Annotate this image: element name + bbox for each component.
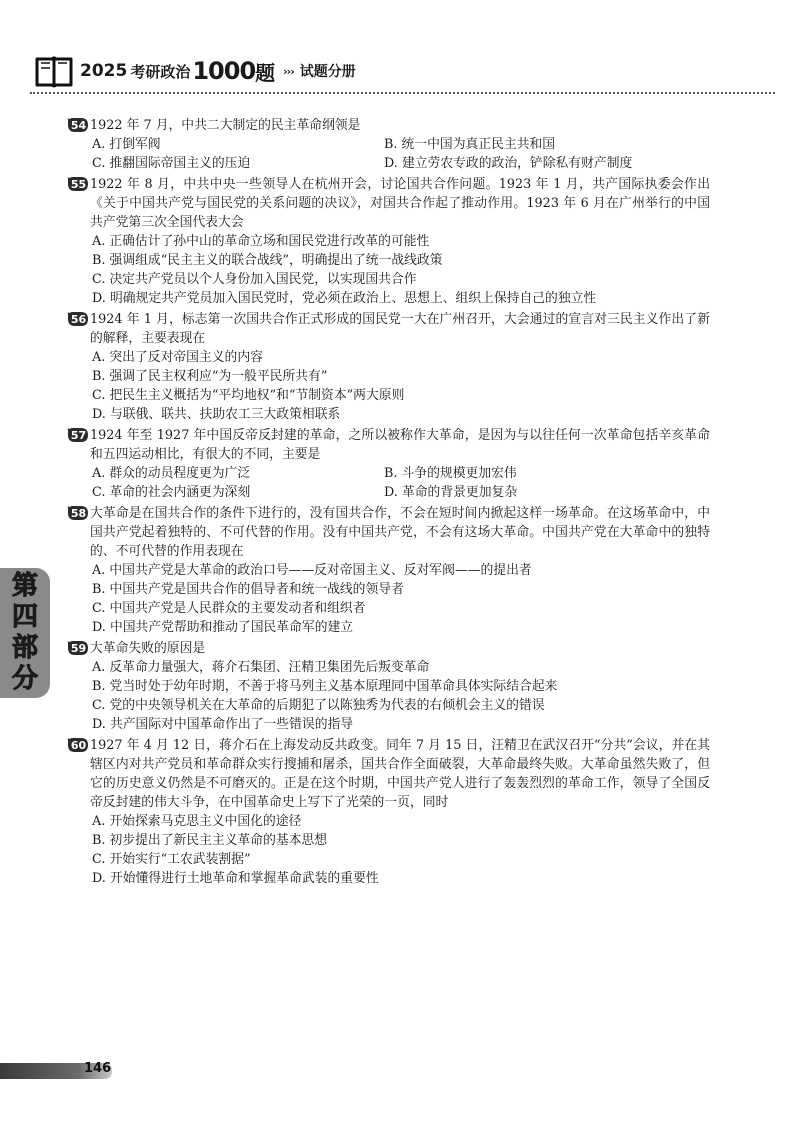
header-count: 1000 (192, 57, 256, 85)
answer-option: B. 党当时处于幼年时期，不善于将马列主义基本原理同中国革命具体实际结合起来 (92, 679, 558, 694)
answer-option: D. 革命的背景更加复杂 (384, 485, 518, 500)
question-number-badge (66, 737, 89, 753)
answer-option: A. 中国共产党是大革命的政治口号——反对帝国主义、反对军阀——的提出者 (92, 563, 532, 578)
answer-option: D. 开始懂得进行土地革命和掌握革命武装的重要性 (92, 871, 379, 886)
answer-option: D. 建立劳农专政的政治，铲除私有财产制度 (384, 156, 633, 171)
section-tab (0, 568, 50, 698)
answer-option: A. 群众的动员程度更为广泛 (92, 466, 251, 481)
options-group (90, 561, 710, 637)
section-tab-char: 第 (11, 571, 38, 601)
question-number-badge (66, 505, 89, 521)
section-tab-char: 四 (11, 602, 38, 632)
answer-option: C. 推翻国际帝国主义的压迫 (92, 156, 251, 171)
options-group (90, 135, 710, 173)
question-number: 57 (70, 429, 87, 442)
answer-option: A. 反革命力量强大，蒋介石集团、汪精卫集团先后叛变革命 (92, 660, 430, 675)
answer-option: B. 强调组成“民主主义的联合战线”，明确提出了统一战线政策 (92, 253, 443, 268)
answer-option: B. 斗争的规模更加宏伟 (384, 466, 517, 481)
page-header (34, 50, 774, 92)
header-subject: 考研政治 (130, 62, 191, 81)
question-number: 58 (70, 507, 87, 520)
question-stem: 大革命失败的原因是 (90, 641, 206, 656)
answer-option: B. 统一中国为真正民主共和国 (384, 137, 556, 152)
question-stem: 1924 年至 1927 年中国反帝反封建的革命，之所以被称作大革命，是因为与以往任何一次革命包括辛亥革命和五四运动相比，有很大的不同，主要是 (90, 428, 710, 462)
question-stem: 大革命是在国共合作的条件下进行的，没有国共合作，不会在短时间内掀起这样一场革命。在这场革命中，中国共产党起着独特的、不可代替的作用。没有中国共产党，不会有这场大革命。中国共产党在大革命中的独特的、不可代替的作用表现在 (90, 506, 710, 559)
question-number-badge (66, 311, 89, 327)
question-number-badge (66, 427, 89, 443)
question-number: 54 (70, 119, 87, 132)
question-stem: 1924 年 1 月，标志第一次国共合作正式形成的国民党一大在广州召开，大会通过的宣言对三民主义作出了新的解释，主要表现在 (90, 312, 710, 346)
answer-option: D. 明确规定共产党员加入国民党时，党必须在政治上、思想上、组织上保持自己的独立性 (92, 291, 597, 306)
question-stem: 1927 年 4 月 12 日，蒋介石在上海发动反共政变。同年 7 月 15 日，汪精卫在武汉召开“分共”会议，并在其辖区内对共产党员和革命群众实行搜捕和屠杀，国共合作全面破裂，大革命最终失败。大革命虽然失败了，但它的历史意义仍然是不可磨灭的。正是在这个时期，中国共产党人进行了轰轰烈烈的革命工作，领导了全国反帝反封建的伟大斗争，在中国革命史上写下了光荣的一页，同时 (90, 738, 710, 810)
options-group (90, 658, 710, 734)
page-number: 146 (84, 1061, 112, 1076)
question-stem: 1922 年 7 月，中共二大制定的民主革命纲领是 (90, 118, 361, 133)
answer-option: B. 初步提出了新民主主义革命的基本思想 (92, 833, 328, 848)
answer-option: C. 开始实行“工农武装割据” (92, 852, 251, 867)
header-divider (30, 92, 775, 94)
answer-option: B. 中国共产党是国共合作的倡导者和统一战线的领导者 (92, 582, 404, 597)
answer-option: A. 打倒军阀 (92, 137, 161, 152)
options-group (90, 812, 710, 888)
question-item (70, 504, 710, 637)
question-number: 55 (70, 178, 87, 191)
header-year: 2025 (80, 61, 128, 81)
question-item (70, 175, 710, 308)
question-number-badge (66, 176, 89, 192)
question-item (70, 426, 710, 502)
answer-option: D. 与联俄、联共、扶助农工三大政策相联系 (92, 407, 341, 422)
answer-option: B. 强调了民主权利应“为一般平民所共有” (92, 369, 328, 384)
question-number: 59 (70, 642, 87, 655)
question-list (70, 116, 710, 890)
question-item (70, 116, 710, 173)
answer-option: C. 决定共产党员以个人身份加入国民党，以实现国共合作 (92, 272, 417, 287)
question-item (70, 310, 710, 424)
question-item (70, 639, 710, 734)
header-part: 试题分册 (299, 64, 356, 80)
question-number-badge (66, 640, 89, 656)
section-tab-char: 部 (11, 633, 38, 663)
answer-option: C. 革命的社会内涵更为深刻 (92, 485, 251, 500)
answer-option: A. 突出了反对帝国主义的内容 (92, 350, 263, 365)
answer-option: A. 正确估计了孙中山的革命立场和国民党进行改革的可能性 (92, 234, 430, 249)
answer-option: C. 把民生主义概括为“平均地权”和“节制资本”两大原则 (92, 388, 405, 403)
answer-option: D. 共产国际对中国革命作出了一些错误的指导 (92, 717, 354, 732)
section-tab-char: 分 (11, 664, 38, 694)
answer-option: C. 中国共产党是人民群众的主要发动者和组织者 (92, 601, 366, 616)
question-number: 60 (70, 739, 87, 752)
answer-option: C. 党的中央领导机关在大革命的后期犯了以陈独秀为代表的右倾机会主义的错误 (92, 698, 545, 713)
header-arrows: ››› (283, 64, 294, 78)
question-item (70, 736, 710, 888)
question-number: 56 (70, 313, 87, 326)
question-stem: 1922 年 8 月，中共中央一些领导人在杭州开会，讨论国共合作问题。1923 年 1 月，共产国际执委会作出《关于中国共产党与国民党的关系问题的决议》，对国共合作起了推动作用。1923 年 6 月在广州举行的中国共产党第三次全国代表大会 (90, 177, 710, 230)
answer-option: D. 中国共产党帮助和推动了国民革命军的建立 (92, 620, 354, 635)
options-group (90, 464, 710, 502)
answer-option: A. 开始探索马克思主义中国化的途径 (92, 814, 302, 829)
options-group (90, 232, 710, 308)
header-unit: 题 (255, 60, 276, 85)
options-group (90, 348, 710, 424)
question-number-badge (66, 117, 89, 133)
book-icon (34, 53, 74, 89)
